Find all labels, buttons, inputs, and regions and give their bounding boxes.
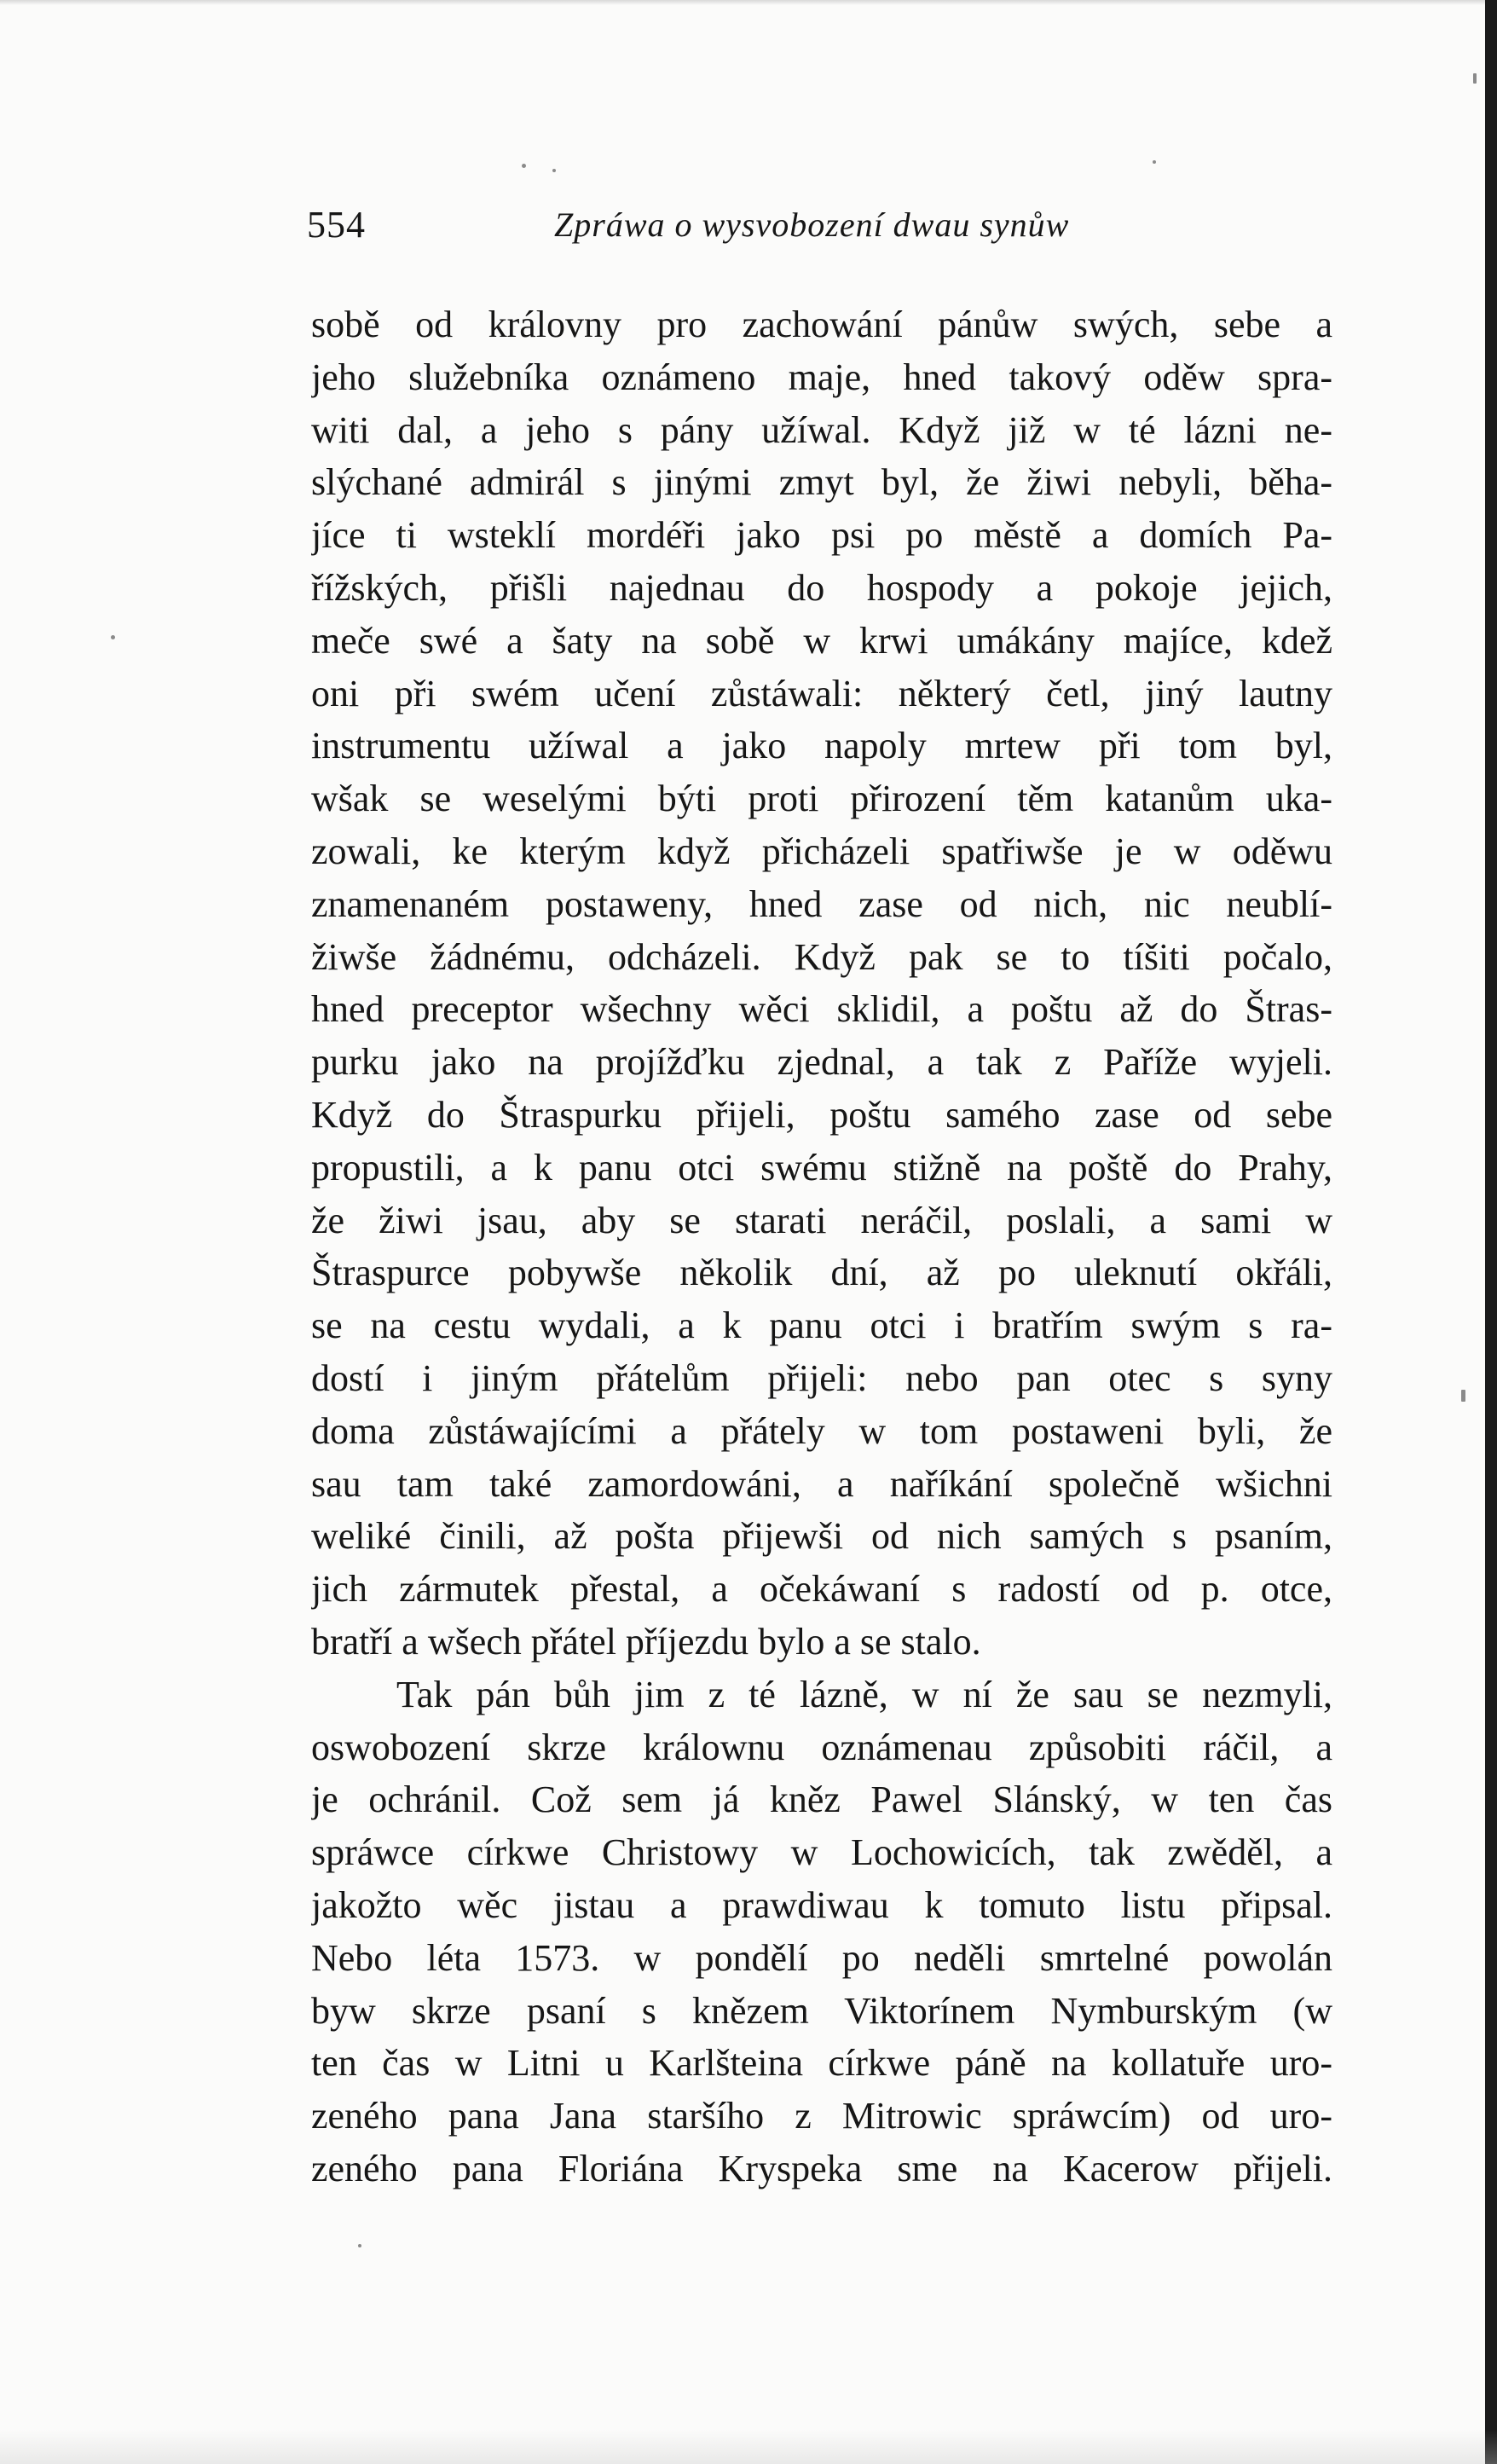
text-line: wšak se weselými býti proti přirození těm katanům uka-: [311, 778, 1332, 820]
text-line: Nebo léta 1573. w pondělí po neděli smrtelné powolán: [311, 1936, 1332, 1979]
scan-speck: [1153, 160, 1156, 164]
text-line: hned preceptor wšechny wěci sklidil, a poštu až do Štras-: [311, 988, 1332, 1031]
text-line: instrumentu užíwal a jako napoly mrtew při tom byl,: [311, 725, 1332, 767]
text-line: meče swé a šaty na sobě w krwi umákány majíce, kdež: [311, 619, 1332, 662]
text-line: sobě od královny pro zachowání pánůw swých, sebe a: [311, 304, 1332, 345]
text-line: dostí i jiným přátelům přijeli: nebo pan otec s syny: [311, 1356, 1332, 1399]
text-line: je ochránil. Což sem já kněz Pawel Slánský, w ten čas: [311, 1779, 1332, 1821]
text-line: jeho služebníka oznámeno maje, hned takový oděw spra-: [311, 356, 1332, 398]
text-line: oswobození skrze králownu oznámenau způsobiti ráčil, a: [311, 1726, 1332, 1768]
text-line: zeného pana Floriána Kryspeka sme na Kacerow přijeli.: [311, 2147, 1332, 2189]
text-line: byw skrze psaní s knězem Viktorínem Nymburským (w: [311, 1989, 1332, 2032]
text-line: sau tam také zamordowáni, a naříkání společně wšichni: [311, 1462, 1332, 1505]
text-line: se na cestu wydali, a k panu otci i bratřím swým s ra-: [311, 1304, 1332, 1347]
text-line: Když do Štraspurku přijeli, poštu samého zase od sebe: [311, 1093, 1332, 1136]
text-line: slýchané admirál s jinými zmyt byl, že žiwi nebyli, běha-: [311, 461, 1332, 504]
text-line: jakožto wěc jistau a prawdiwau k tomuto listu připsal.: [311, 1883, 1332, 1926]
text-line: ten čas w Litni u Karlšteina církwe páně na kollatuře uro-: [311, 2042, 1332, 2085]
scan-speck: [522, 164, 526, 168]
text-line: znamenaném postaweny, hned zase od nich, nic neublí-: [311, 882, 1332, 925]
scan-speck: [1473, 73, 1477, 84]
page-number: 554: [307, 204, 366, 246]
text-line: jich zármutek přestal, a očekáwaní s radostí od p. otce,: [311, 1568, 1332, 1611]
scan-edge-top: [0, 0, 1497, 5]
body-text: [311, 298, 1332, 2195]
text-line: doma zůstáwajícími a přátely w tom postaweni byli, že: [311, 1409, 1332, 1452]
running-title: Zpráwa o wysvobození dwau synůw: [554, 205, 1070, 244]
running-head: [307, 203, 1330, 263]
text-line: weliké činili, až pošta přijewši od nich samých s psaním,: [311, 1515, 1332, 1558]
scan-speck: [1461, 1390, 1465, 1402]
scan-edge-right: [1485, 0, 1497, 2464]
text-line: witi dal, a jeho s pány užíwal. Když již w té lázni ne-: [311, 408, 1332, 451]
scan-edge-bottom: [0, 2430, 1497, 2464]
text-line: řížských, přišli najednau do hospody a pokoje jejich,: [311, 566, 1332, 609]
text-line: Štraspurce pobywše několik dní, až po uleknutí okřáli,: [311, 1252, 1332, 1294]
scan-speck: [111, 635, 115, 639]
text-line: že žiwi jsau, aby se starati neráčil, poslali, a sami w: [311, 1199, 1332, 1241]
text-line: žiwše žádnému, odcházeli. Když pak se to tíšiti počalo,: [311, 935, 1332, 978]
scan-speck: [358, 2244, 361, 2247]
text-line: Tak pán bůh jim z té lázně, w ní že sau se nezmyli,: [396, 1673, 1332, 1715]
text-line: propustili, a k panu otci swému stižně na poště do Prahy,: [311, 1146, 1332, 1189]
text-line: zeného pana Jana staršího z Mitrowic spráwcím) od uro-: [311, 2095, 1332, 2137]
scan-speck: [552, 169, 556, 172]
text-line: oni při swém učení zůstáwali: některý četl, jiný lautny: [311, 672, 1332, 714]
text-line: bratří a wšech přátel příjezdu bylo a se stalo.: [311, 1620, 981, 1663]
text-line: purku jako na projížďku zjednal, a tak z Paříže wyjeli.: [311, 1041, 1332, 1084]
text-line: spráwce církwe Christowy w Lochowicích, tak zwěděl, a: [311, 1831, 1332, 1874]
text-line: zowali, ke kterým když přicházeli spatřiwše je w oděwu: [311, 830, 1332, 872]
text-line: jíce ti wsteklí mordéři jako psi po městě a domích Pa-: [311, 514, 1332, 557]
